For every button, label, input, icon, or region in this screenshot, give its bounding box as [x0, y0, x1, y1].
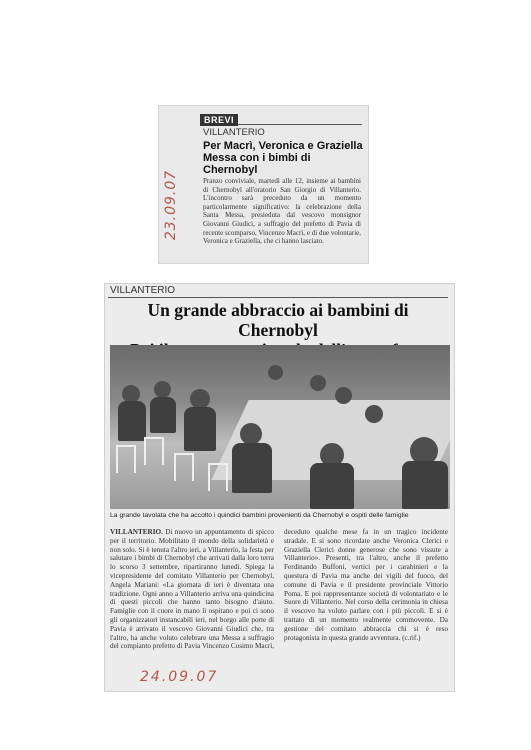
photo-child — [240, 423, 262, 445]
photo-child — [190, 389, 210, 409]
photo-child-body — [310, 463, 354, 509]
handwritten-date-top — [160, 160, 182, 250]
photo-child-body — [118, 401, 146, 441]
photo-chair — [208, 463, 228, 491]
article-body-top: Pranzo conviviale, martedì alle 12, insieme ai bambini di Chernobyl all'oratorio San Giorgio di Villanterio. L'incontro sarà preceduto da un momento particolarmente significativo: la celebrazione della Santa Messa, presieduta dal vescovo monsignor Giovanni Giudici, a suffragio del prefetto di Pavia di recente scomparso, Vincenzo Macrì, e di due volontarie, Veronica e Graziella, che ci hanno lasciato. — [203, 177, 361, 246]
article-dateline: VILLANTERIO. — [110, 528, 163, 536]
photo-child-body — [232, 443, 272, 493]
photo-chair — [144, 437, 164, 465]
article-photo — [110, 345, 450, 509]
column-tag: BREVI — [200, 114, 238, 126]
article-body-main — [110, 528, 448, 651]
photo-child-body — [184, 407, 216, 451]
photo-child — [310, 375, 326, 391]
photo-child-body — [150, 397, 176, 433]
handwritten-date-top-text: 23.09.07 — [163, 169, 179, 241]
photo-child — [154, 381, 171, 398]
photo-child — [268, 365, 283, 380]
headline-line-1: Un grande abbraccio ai bambini di Chernobyl — [147, 300, 409, 340]
section-rule — [108, 297, 448, 298]
handwritten-date-bottom: 24.09.07 — [140, 669, 219, 685]
photo-child — [365, 405, 383, 423]
photo-child-body — [402, 461, 448, 509]
photo-chair — [174, 453, 194, 481]
photo-caption: La grande tavolata che ha accolto i quindici bambini provenienti da Chernobyl e ospiti delle famiglie — [110, 512, 409, 519]
photo-child — [335, 387, 352, 404]
section-label-top: VILLANTERIO — [203, 127, 265, 138]
column-tag-bar — [200, 110, 362, 125]
article-text: Di nuovo un appuntamento di spicco per il territorio. Mobilitato il mondo della solidarietà e non solo. Si è tenuta l'altro ieri, a Villanterio, la festa per salutare i bimbi di Chernobyl che arrivati dalla loro terra lo scorso 3 settembre, ripartiranno lunedì. Spiega la vicepresidente del comitato Villanterio per Chernobyl, Angela Mariani: «La giornata di ieri è diventata una tradizione. Ogni anno a Villanterio arriva una quindicina di questi piccoli che hanno tanto bisogno d'aiuto. Famiglie con il cuore in mano li ospitano e poi ci sono gli organizzatori instancabili ieri, nel borgo alle porte di Pavia è arrivato il vescovo Giovanni Giudici che, tra l'altro, ha anche voluto celebrare una Messa a suffragio del compianto prefetto di Pavia Vincenzo Cosimo Macrì, deceduto qualche mese fa in un tragico incidente stradale. E si sono ricordate anche Veronica Clerici e Graziella Clerici donne generose che sono vissute a Villanterio». Presenti, tra l'altro, anche il prefetto Ferdinando Buffoni, vertici per i carabinieri e la questura di Pavia ma anche dei vigili del fuoco, del comune di Pavia e il presidente provinciale Vittorio Poma. E poi rappresentanze società di volontariato e le Suore di Villanterio. Nel corso della cerimonia in chiesa il vescovo ha voluto parlare con i più piccoli. E si è trattato di un momento realmente commovente. Da gestione del comitato abbraccia chi si è reso protagonista in questa grande avventura. (c.rif.) — [110, 528, 448, 651]
photo-chair — [116, 445, 136, 473]
headline-top: Per Macrì, Veronica e Graziella Messa con i bimbi di Chernobyl — [203, 140, 363, 176]
section-label-main: VILLANTERIO — [110, 285, 176, 296]
